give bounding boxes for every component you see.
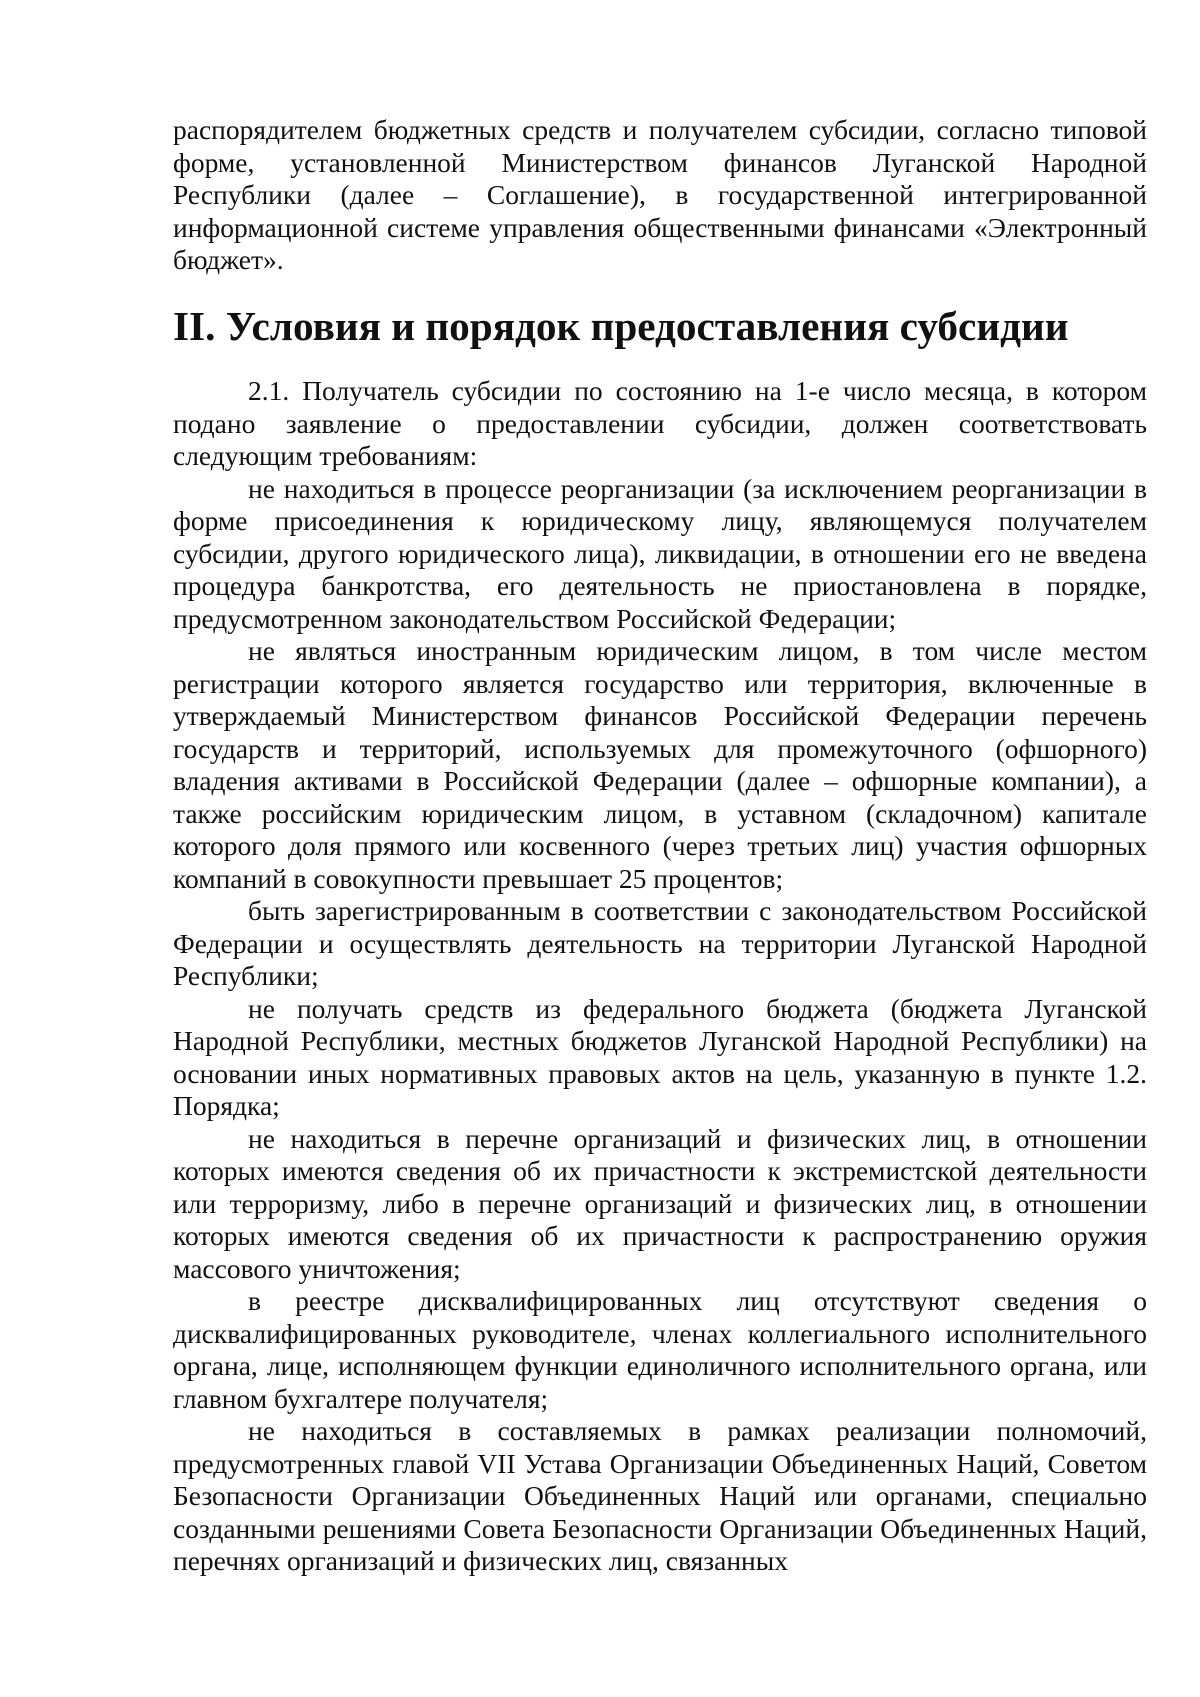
paragraph-reorganization: не находиться в процессе реорганизации (за исключением реорганизации в форме присоединения к юридическому лицу, являющемуся получателем субсидии, другого юридического лица), ликвидации, в отношении его не введена процедура банкротства, его деятельность не приостановлена в порядке, предусмотренном законодательством Российской Федерации;: [173, 472, 1147, 634]
paragraph-disqualified: в реестре дисквалифицированных лиц отсутствуют сведения о дисквалифицированных руководителе, членах коллегиального исполнительного органа, лице, исполняющем функции единоличного исполнительного органа, или главном бухгалтере получателя;: [173, 1285, 1147, 1414]
section-heading: II. Условия и порядок предоставления субсидии: [173, 302, 1069, 349]
document-page: [173, 114, 1147, 1578]
paragraph-registration: быть зарегистрированным в соответствии с законодательством Российской Федерации и осуществлять деятельность на территории Луганской Народной Республики;: [173, 895, 1147, 991]
paragraph-offshore: не являться иностранным юридическим лицом, в том числе местом регистрации которого является государство или территория, включенные в утверждаемый Министерством финансов Российской Федерации перечень государств и территорий, используемых для промежуточного (офшорного) владения активами в Российской Федерации (далее – офшорные компании), а также российским юридическим лицом, в уставном (складочном) капитале которого доля прямого или косвенного (через третьих лиц) участия офшорных компаний в совокупности превышает 25 процентов;: [173, 635, 1147, 894]
paragraph-federal-budget: не получать средств из федерального бюджета (бюджета Луганской Народной Республики, местных бюджетов Луганской Народной Республики) на основании иных нормативных правовых актов на цель, указанную в пункте 1.2. Порядка;: [173, 992, 1147, 1121]
paragraph-2-1: 2.1. Получатель субсидии по состоянию на 1-е число месяца, в котором подано заявление о предоставлении субсидии, должен соответствовать следующим требованиям:: [173, 375, 1147, 471]
paragraph-extremism: не находиться в перечне организаций и физических лиц, в отношении которых имеются сведения об их причастности к экстремистской деятельности или терроризму, либо в перечне организаций и физических лиц, в отношении которых имеются сведения об их причастности к распространению оружия массового уничтожения;: [173, 1122, 1147, 1284]
intro-paragraph: распорядителем бюджетных средств и получателем субсидии, согласно типовой форме, установленной Министерством финансов Луганской Народной Республики (далее – Соглашение), в государственной интегрированной информационной системе управления общественными финансами «Электронный бюджет».: [173, 114, 1147, 275]
paragraph-un-sanctions: не находиться в составляемых в рамках реализации полномочий, предусмотренных главой VII Устава Организации Объединенных Наций, Советом Безопасности Организации Объединенных Наций или органами, специально созданными решениями Совета Безопасности Организации Объединенных Наций, перечнях организаций и физических лиц, связанных: [173, 1415, 1147, 1576]
